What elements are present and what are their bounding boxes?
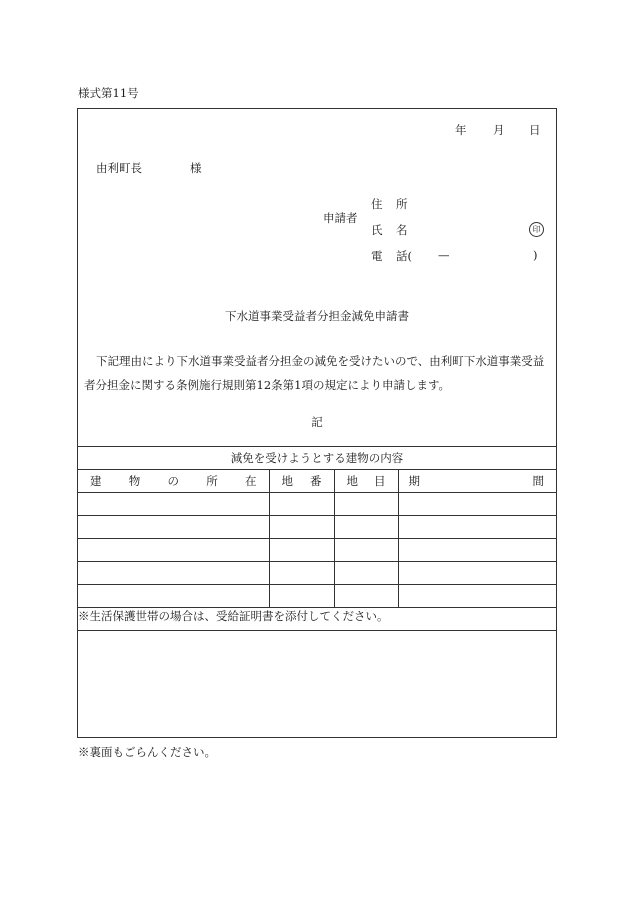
ki-marker: 記 <box>311 415 323 429</box>
footer-note: ※裏面もごらんください。 <box>78 745 216 759</box>
lot-number-cell[interactable] <box>269 585 334 608</box>
addressee: 由利町長 <box>96 161 142 175</box>
lot-number-cell[interactable] <box>269 562 334 585</box>
lot-number-cell[interactable] <box>269 516 334 539</box>
building-details-table <box>78 446 556 631</box>
col-lot-number: 地 番 <box>269 470 334 493</box>
land-category-cell[interactable] <box>334 493 398 516</box>
col-period: 期 間 <box>398 470 556 493</box>
note-cell <box>78 608 556 631</box>
applicant-label: 申請者 <box>323 211 358 225</box>
period-cell[interactable] <box>398 539 556 562</box>
note-row <box>78 608 556 631</box>
date-year: 年 <box>455 123 467 137</box>
land-category-cell[interactable] <box>334 562 398 585</box>
body-paragraph: 下記理由により下水道事業受益者分担金の減免を受けたいので、由利町下水道事業受益者分担金に関する条例施行規則第12条第1項の規定により申請します。 <box>84 354 545 392</box>
form-number: 様式第11号 <box>78 86 139 100</box>
name-label-1: 氏 <box>371 223 383 237</box>
col-land-category: 地 目 <box>334 470 398 493</box>
location-cell[interactable] <box>78 539 269 562</box>
honorific: 様 <box>190 161 202 175</box>
lot-number-cell[interactable] <box>269 493 334 516</box>
period-cell[interactable] <box>398 562 556 585</box>
land-category-cell[interactable] <box>334 516 398 539</box>
period-cell[interactable] <box>398 493 556 516</box>
table-row <box>78 516 556 539</box>
body-text <box>84 349 552 397</box>
address-label-2: 所 <box>396 197 408 211</box>
table-row <box>78 585 556 608</box>
land-category-cell[interactable] <box>334 585 398 608</box>
location-cell[interactable] <box>78 585 269 608</box>
period-cell[interactable] <box>398 516 556 539</box>
date-month: 月 <box>493 123 505 137</box>
land-category-cell[interactable] <box>334 539 398 562</box>
location-cell[interactable] <box>78 493 269 516</box>
name-label-2: 名 <box>396 223 408 237</box>
table-caption: 減免を受けようとする建物の内容 <box>78 447 556 470</box>
table-header-row <box>78 470 556 493</box>
application-form-frame <box>77 108 557 738</box>
address-label-1: 住 <box>371 197 383 211</box>
note-text: ※生活保護世帯の場合は、受給証明書を添付してください。 <box>78 609 389 623</box>
period-cell[interactable] <box>398 585 556 608</box>
phone-label-1: 電 <box>371 249 383 263</box>
seal-mark: 印 <box>529 222 544 237</box>
table-row <box>78 539 556 562</box>
phone-close-paren: ) <box>533 248 538 262</box>
phone-dash: — <box>438 248 450 262</box>
table-row <box>78 493 556 516</box>
location-cell[interactable] <box>78 516 269 539</box>
lot-number-cell[interactable] <box>269 539 334 562</box>
col-location: 建 物 の 所 在 <box>78 470 269 493</box>
phone-label-2: 話( <box>396 249 412 263</box>
location-cell[interactable] <box>78 562 269 585</box>
table-row <box>78 562 556 585</box>
date-day: 日 <box>529 123 541 137</box>
document-title: 下水道事業受益者分担金減免申請書 <box>225 309 409 323</box>
